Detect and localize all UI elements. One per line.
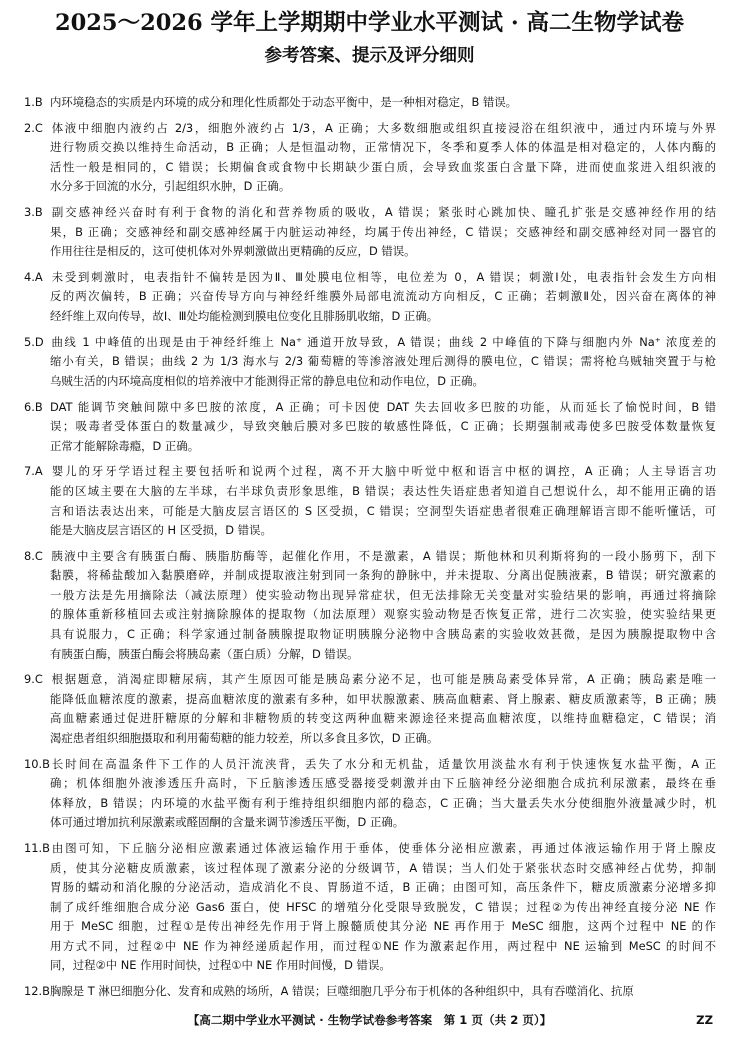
answer-line	[24, 177, 716, 197]
answer-line	[24, 223, 716, 243]
answer-text: 高血糖素通过促进肝糖原的分解和非糖物质的转变这两种血糖来源途径来提高血糖浓度，以维持血糖稳定，C 错误；消	[50, 711, 716, 726]
answer-text: 体释放，B 错误；内环境的水盐平衡有利于维持组织细胞内部的稳态，C 正确；当大量丢失水分使细胞外液量减少时，机	[50, 795, 716, 810]
answer-text: 确；机体细胞外液渗透压升高时，下丘脑渗透压感受器接受刺激并由下丘脑神经分泌细胞合成抗利尿激素，最终在垂	[50, 776, 716, 791]
answer-text: 根据题意，消渴症即糖尿病，其产生原因可能是胰岛素分泌不足，也可能是胰岛素受体异常，A 正确；胰岛素是唯一	[50, 672, 716, 687]
answer-line	[24, 917, 716, 937]
answer-number: 10.B	[24, 756, 50, 771]
answer-text: DAT 能调节突触间隙中多巴胺的浓度，A 正确；可卡因使 DAT 失去回收多巴胺的功能，从而延长了愉悦时间，B 错	[50, 399, 716, 414]
answer-number: 5.D	[24, 334, 44, 349]
answer-line	[24, 307, 716, 327]
answer-line	[24, 287, 716, 307]
answer-line	[24, 158, 716, 178]
answer-line	[24, 937, 716, 957]
answer-line	[24, 502, 716, 522]
answer-text: 曲线 1 中峰值的出现是由于神经纤维上 Na⁺ 通道开放导致，A 错误；曲线 2 中峰值的下降与细胞内外 Na⁺ 浓度差的	[50, 334, 716, 349]
answer-text: 同，过程②中 NE 作用时间快，过程①中 NE 作用时间慢，D 错误。	[50, 958, 391, 973]
answer-line	[24, 268, 716, 288]
page-title: 2025～2026 学年上学期期中学业水平测试 · 高二生物学试卷	[54, 10, 685, 36]
answer-line	[24, 774, 716, 794]
answer-number: 2.C	[24, 120, 43, 135]
answer-number: 4.A	[24, 269, 43, 284]
answer-number: 8.C	[24, 548, 43, 563]
answer-text: 长时间在高温条件下工作的人员汗流浃背，丢失了水分和无机盐，适量饮用淡盐水有利于快速恢复水盐平衡，A 正	[50, 756, 716, 771]
answer-list	[24, 93, 716, 1008]
answer-item	[24, 547, 716, 664]
answer-line	[24, 709, 716, 729]
answer-line	[24, 482, 716, 502]
answer-text: 水分多于回流的水分，引起组织水肿，D 正确。	[50, 179, 291, 194]
answer-text: 的腺体重新移植回去或注射摘除腺体的提取物（加法原理）观察实验动物是否恢复正常，进行二次实验，使实验结果更	[50, 607, 716, 622]
answer-line	[24, 521, 716, 541]
answer-text: 具有说服力，C 正确；科学家通过制备胰腺提取物证明胰腺分泌物中含胰岛素的实验收效甚微，是因为胰腺提取物中含	[50, 626, 716, 641]
answer-text: 乌贼生活的内环境高度相似的培养液中才能测得正常的静息电位和动作电位，D 正确。	[50, 373, 484, 388]
answer-line	[24, 547, 716, 567]
answer-item	[24, 119, 716, 197]
answer-text: 黏膜，将稀盐酸加入黏膜磨碎，并制成提取液注射到同一条狗的静脉中，并未提取、分离出促胰液素，B 错误；研究激素的	[50, 568, 716, 583]
answer-line	[24, 417, 716, 437]
answer-line	[24, 93, 716, 113]
answer-line	[24, 203, 716, 223]
footer-code: ZZ	[696, 1013, 713, 1027]
answer-text: 果，B 正确；交感神经和副交感神经属于内脏运动神经，均属于传出神经，C 错误；交感神经和副交感神经对同一器官的	[50, 224, 716, 239]
answer-text: 副交感神经兴奋时有利于食物的消化和营养物质的吸收，A 错误；紧张时心跳加快、瞳孔扩张是交感神经作用的结	[50, 205, 716, 220]
answer-line	[24, 119, 716, 139]
answer-line	[24, 437, 716, 457]
answer-line	[24, 605, 716, 625]
answer-line	[24, 372, 716, 392]
answer-line	[24, 670, 716, 690]
answer-line	[24, 898, 716, 918]
answer-item	[24, 462, 716, 540]
answer-text: 体液中细胞内液约占 2/3，细胞外液约占 1/3，A 正确；大多数细胞或组织直接浸浴在组织液中，通过内环境与外界	[50, 120, 716, 135]
answer-text: 能降低血糖浓度的激素，提高血糖浓度的激素有多种，如甲状腺激素、胰高血糖素、肾上腺素、糖皮质激素等，B 正确；胰	[50, 691, 716, 706]
answer-text: 内环境稳态的实质是内环境的成分和理化性质都处于动态平衡中，是一种相对稳定，B 错误。	[50, 95, 518, 109]
answer-line	[24, 813, 716, 833]
answer-line	[24, 625, 716, 645]
answer-text: 体可通过增加抗利尿激素或醛固酮的含量来调节渗透压平衡，D 正确。	[50, 815, 405, 830]
answer-line	[24, 982, 716, 1002]
answer-text: 质，使其分泌糖皮质激素，该过程体现了激素分泌的分级调节，A 错误；当人们处于紧张状态时交感神经占优势，抑制	[50, 860, 716, 875]
answer-line	[24, 645, 716, 665]
answer-line	[24, 566, 716, 586]
answer-line	[24, 333, 716, 353]
answer-text: 能的区域主要在大脑的左半球，右半球负责形象思维，B 错误；表达性失语症患者知道自己想说什么，却不能用正确的语	[50, 483, 716, 498]
answer-line	[24, 462, 716, 482]
answer-text: 未受到刺激时，电表指针不偏转是因为Ⅱ、Ⅲ处膜电位相等，电位差为 0，A 错误；刺激Ⅰ处，电表指针会发生方向相	[50, 269, 716, 284]
answer-text: 胃肠的蠕动和消化腺的分泌活动，造成消化不良、胃肠道不适，B 正确；由图可知，高压条件下，糖皮质激素分泌增多抑	[50, 880, 716, 895]
answer-text: 能是大脑皮层言语区的 H 区受损，D 错误。	[50, 523, 272, 538]
answer-text: 婴儿的牙牙学语过程主要包括听和说两个过程，离不开大脑中听觉中枢和语言中枢的调控，A 正确；人主导语言功	[50, 464, 716, 479]
answer-text: 胸腺是 T 淋巴细胞分化、发育和成熟的场所，A 错误；巨噬细胞几乎分布于机体的各种组织中，具有吞噬消化、抗原	[50, 984, 634, 999]
answer-text: 一般方法是先用摘除法（减法原理）使实验动物出现异常症状，但无法排除无关变量对实验结果的影响，再通过将摘除	[50, 587, 716, 602]
answer-number: 11.B	[24, 841, 50, 856]
answer-text: 正常才能解除毒瘾，D 正确。	[50, 438, 200, 453]
answer-line	[24, 398, 716, 418]
answer-number: 9.C	[24, 672, 43, 687]
answer-line	[24, 794, 716, 814]
answer-text: 言和语法表达出来，可能是大脑皮层言语区的 S 区受损，C 错误；空洞型失语症患者很难正确理解语言即不能听懂话，可	[50, 503, 716, 518]
answer-text: 进行物质交换以维持生命活动，B 正确；人是恒温动物，正常情况下，冬季和夏季人体的体温是相对稳定的，人体内酶的	[50, 140, 716, 155]
answer-text: 缩小有关，B 错误；曲线 2 为 1/3 海水与 2/3 葡萄糖的等渗溶液处理后测得的膜电位，C 错误；需将枪乌贼轴突置于与枪	[50, 354, 716, 369]
answer-text: 作用往往是相反的，这可使机体对外界刺激做出更精确的反应，D 错误。	[50, 244, 416, 259]
answer-text: 由图可知，下丘脑分泌相应激素通过体液运输作用于垂体，使垂体分泌相应激素，再通过体液运输作用于肾上腺皮	[50, 841, 716, 856]
answer-text: 胰液中主要含有胰蛋白酶、胰脂肪酶等，起催化作用，不是激素，A 错误；斯他林和贝利斯将狗的一段小肠剪下，刮下	[50, 548, 716, 563]
answer-text: 误；吸毒者受体蛋白的数量减少，导致突触后膜对多巴胺的敏感性降低，C 正确；长期强制戒毒使多巴胺受体数量恢复	[50, 419, 716, 434]
answer-line	[24, 586, 716, 606]
answer-item	[24, 333, 716, 392]
answer-number: 7.A	[24, 464, 43, 479]
answer-line	[24, 755, 716, 775]
page-footer: 【高二期中学业水平测试 · 生物学试卷参考答案 第 1 页（共 2 页）】	[187, 1013, 552, 1027]
answer-text: 渴症患者组织细胞摄取和利用葡萄糖的能力较差，所以多食且多饮，D 正确。	[50, 730, 439, 745]
answer-line	[24, 729, 716, 749]
answer-text: 活性一般是相同的，C 错误；长期偏食或食物中长期缺少蛋白质，会导致血浆蛋白含量下降，进而使血浆进入组织液的	[50, 159, 716, 174]
answer-item	[24, 203, 716, 262]
answer-text: 经纤维上双向传导，故Ⅰ、Ⅲ处均能检测到膜电位变化且腓肠肌收缩，D 正确。	[50, 309, 439, 324]
answer-number: 3.B	[24, 205, 43, 220]
answer-line	[24, 242, 716, 262]
answer-text: 用于 MeSC 细胞，过程①是传出神经先作用于肾上腺髓质使其分泌 NE 再作用于 MeSC 细胞，这两个过程中 NE 的作	[50, 919, 716, 934]
answer-item	[24, 755, 716, 833]
answer-number: 12.B	[24, 984, 50, 999]
answer-text: 有胰蛋白酶，胰蛋白酶会将胰岛素（蛋白质）分解，D 错误。	[50, 646, 359, 661]
answer-text: 反的两次偏转，B 正确；兴奋传导方向与神经纤维膜外局部电流流动方向相反，C 正确；若刺激Ⅱ处，因兴奋在离体的神	[50, 289, 716, 304]
answer-item	[24, 839, 716, 976]
answer-line	[24, 352, 716, 372]
page-subtitle: 参考答案、提示及评分细则	[264, 46, 475, 66]
answer-number: 6.B	[24, 399, 43, 414]
answer-item	[24, 398, 716, 457]
answer-line	[24, 839, 716, 859]
answer-line	[24, 859, 716, 879]
answer-item	[24, 93, 716, 113]
answer-line	[24, 956, 716, 976]
answer-line	[24, 878, 716, 898]
answer-item	[24, 268, 716, 327]
answer-text: 用方式不同，过程②中 NE 作为神经递质起作用，而过程①NE 作为激素起作用，两过程中 NE 运输到 MeSC 的时间不	[50, 938, 716, 953]
answer-line	[24, 690, 716, 710]
answer-item	[24, 982, 716, 1002]
answer-text: 制了成纤维细胞合成分泌 Gas6 蛋白，使 HFSC 的增殖分化受限导致脱发，C 错误；过程②为传出神经直接分泌 NE 作	[50, 899, 716, 914]
answer-line	[24, 138, 716, 158]
answer-number: 1.B	[24, 95, 43, 109]
answer-item	[24, 670, 716, 748]
